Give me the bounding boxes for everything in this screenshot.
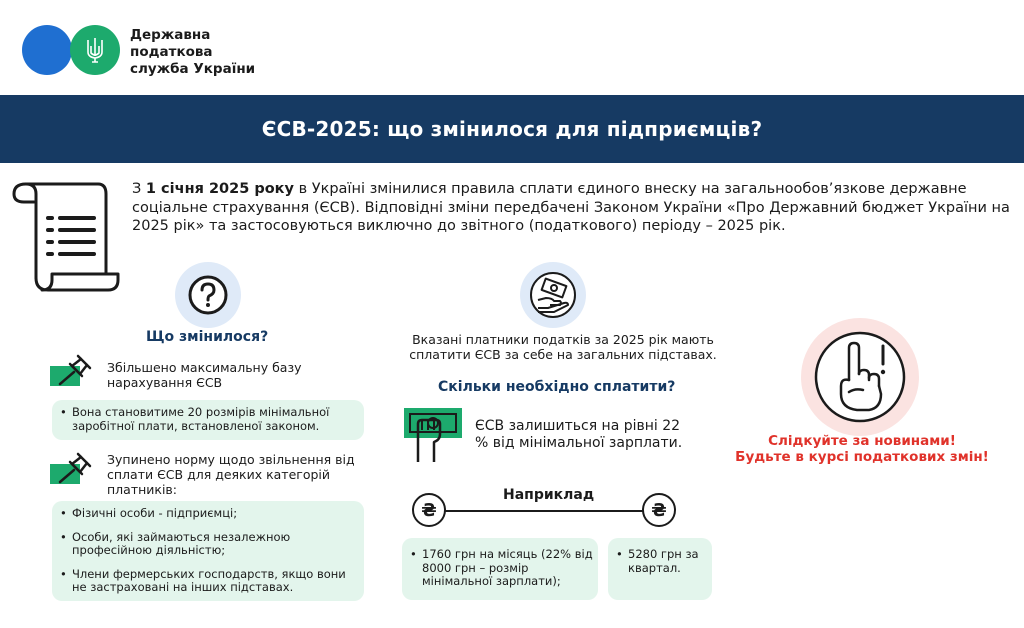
example-quarter-list xyxy=(614,548,708,575)
question-icon xyxy=(187,274,229,316)
list-item: • Вона становитиме 20 розмірів мінімальної заробітної плати, встановленої законом. xyxy=(58,406,358,433)
trident-icon xyxy=(85,36,105,64)
example-timeline xyxy=(436,510,658,512)
info-list-1 xyxy=(58,406,358,433)
scroll-document-icon xyxy=(8,178,120,296)
example-month-list xyxy=(408,548,594,589)
what-changed-heading: Що змінилося? xyxy=(146,329,269,345)
list-item: • 1760 грн на місяць (22% від 8000 грн – розмір мінімальної зарплати); xyxy=(408,548,594,589)
esv-rate-text: ЄСВ залишиться на рівні 22 % від мінімальної зарплати. xyxy=(475,418,683,451)
list-item: • 5280 грн за квартал. xyxy=(614,548,708,575)
pushpin-icon xyxy=(50,450,98,486)
example-heading: Наприклад xyxy=(503,487,595,503)
logo-blue-circle xyxy=(22,25,72,75)
hryvnia-icon: ₴ xyxy=(412,493,446,527)
money-hand-icon xyxy=(400,404,466,466)
follow-news-text: Слідкуйте за новинами! Будьте в курсі податкових змін! xyxy=(735,433,989,465)
list-item: • Особи, які займаються незалежною професійною діяльністю; xyxy=(58,531,358,558)
raised-finger-icon xyxy=(813,330,907,424)
change-item-2: Зупинено норму щодо звільнення від сплати ЄСВ для деяких категорій платників: xyxy=(107,452,355,497)
intro-text: З 1 січня 2025 року в Україні змінилися правила сплати єдиного внеску на загальнообов’язкове державне соціальне страхування (ЄСВ). Відповідні зміни передбачені Законом України «Про Державний бюджет України на 2025 рік» та застосовуються виключно до звітного (податкового) періоду – 2025 рік. xyxy=(132,181,1010,234)
change-item-1: Збільшено максимальну базу нарахування ЄСВ xyxy=(107,360,302,390)
list-item: • Члени фермерських господарств, якщо вони не застраховані на інших підставах. xyxy=(58,568,358,595)
list-item: • Фізичні особи - підприємці; xyxy=(58,507,358,521)
info-list-2 xyxy=(58,507,358,605)
pushpin-icon xyxy=(50,352,98,388)
payers-text: Вказані платники податків за 2025 рік мають сплатити ЄСВ за себе на загальних підставах. xyxy=(409,332,717,362)
how-much-heading: Скільки необхідно сплатити? xyxy=(438,379,676,395)
page-title: ЄСВ-2025: що змінилося для підприємців? xyxy=(261,117,763,141)
cash-hand-icon xyxy=(528,270,578,320)
org-name: Державна податкова служба України xyxy=(130,27,256,77)
hryvnia-icon: ₴ xyxy=(642,493,676,527)
title-banner xyxy=(0,95,1024,163)
